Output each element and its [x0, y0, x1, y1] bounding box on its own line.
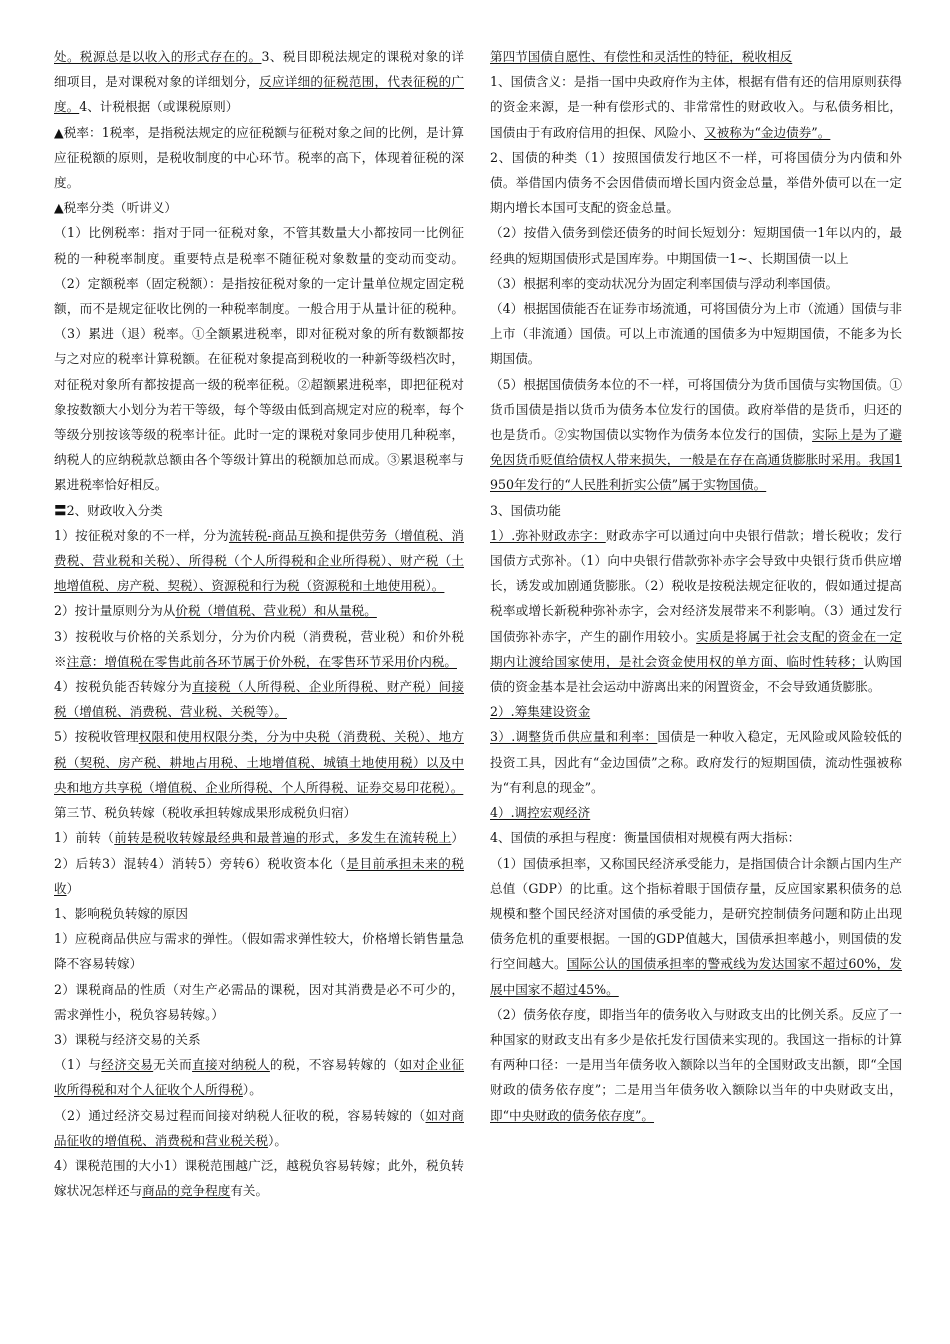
- text-span: 〓2、财政收入分类: [54, 502, 163, 518]
- text-span: ▲税率分类（听讲义）: [54, 200, 178, 216]
- paragraph: [490, 271, 902, 296]
- underlined-text: 2）.筹集建设资金: [490, 704, 591, 720]
- paragraph: [490, 220, 902, 270]
- underlined-text: 流转税-商品互换和提供劳务（增值税、消费税、营业税和关税）、所得税（个人所得税和企业所得税）、财产税（土地增值税、房产税、契税）、资源税和行为税（资源税和土地使用税）。: [54, 527, 464, 594]
- paragraph: [490, 69, 902, 145]
- paragraph: [54, 1153, 464, 1203]
- paragraph: [54, 523, 464, 599]
- paragraph: [490, 851, 902, 1002]
- text-span: （4）根据国债能否在证券市场流通，可将国债分为上市（流通）国债与非上市（非流通）国债。可以上市流通的国债多为中短期国债，不能多为长期国债。: [490, 301, 902, 367]
- text-span: （2）按借入债务到偿还债务的时间长短划分：短期国债一1年以内的，最经典的短期国债形式是国库券。中期国债一1~、长期国债一以上: [490, 225, 902, 266]
- paragraph: [54, 977, 464, 1027]
- underlined-text: 反应详细的征税范围，代表征税的广度。: [54, 74, 465, 115]
- paragraph: [54, 1052, 464, 1102]
- right-column: [490, 44, 902, 1128]
- paragraph: [54, 220, 464, 497]
- paragraph: [54, 120, 464, 196]
- paragraph: [54, 598, 464, 623]
- paragraph: [54, 498, 464, 523]
- text-span: （3）根据利率的变动状况分为固定利率国债与浮动利率国债。: [490, 275, 839, 291]
- text-span: ）2）后转3）混转4）消转5）旁转6）税收资本化（: [54, 830, 465, 871]
- underlined-text: 4）.调控宏观经济: [490, 805, 591, 821]
- text-span: （5）根据国债债务本位的不一样，可将国债分为货币国债与实物国债。①货币国债是指以货币为债务本位发行的国债。政府举借的是货币，归还的也是货币。②实物国债以实物作为债务本位发行的国债，: [490, 376, 902, 443]
- underlined-text: 3）.调整货币供应量和利率：: [490, 729, 658, 745]
- underlined-text: 权限和使用权限分类，分为中央税（消费税、关税）、地方税（契税、房产税、耕地占用税、土地增值税、城镇土地使用税）以及中央和地方共享税（增值税、企业所得税、个人所得税、证券交易印花税）。: [54, 729, 464, 795]
- underlined-text: 经济交易: [101, 1057, 154, 1073]
- text-span: 1）按征税对象的不一样，分为: [54, 527, 229, 543]
- text-span: 2）按计量原则分为从: [54, 603, 176, 619]
- paragraph: [490, 1002, 902, 1128]
- text-span: （1）比例税率：指对于同一征税对象，不管其数量大小都按同一比例征税的一种税率制度。重要特点是税率不随征税对象数量的变动而变动。（2）定额税率（固定税额）：是指按征税对象的一定计量单位规定固定税额，而不是规定征收比例的一种税率制度。一般合用于从量计征的税种。（3）累进（退）税率。①全额累进税率，即对征税对象的所有数额都按与之对应的税率计算税额。在征税对象提高到税收的一种新等级档次时，对征税对象所有都按提高一级的税率征税。②超额累进税率，即把征税对象按数额大小划分为若干等级，每个等级由低到高规定对应的税率，每个等级分别按该等级的税率计征。此时一定的课税对象同步使用几种税率，纳税人的应纳税款总额由各个等级计算出的税额加总而成。③累退税率与累进税率恰好相反。: [54, 225, 464, 493]
- text-span: （1）与: [54, 1057, 102, 1073]
- text-span: 的税，不容易转嫁的（: [269, 1057, 400, 1073]
- paragraph: [490, 825, 902, 850]
- paragraph: [54, 624, 464, 674]
- paragraph: [490, 145, 902, 221]
- underlined-text: 第四节国债自愿性、有偿性和灵活性的特征，税收相反: [490, 49, 793, 64]
- paragraph: [490, 699, 902, 724]
- text-span: ）: [66, 880, 80, 896]
- text-span: 3）课税与经济交易的关系: [54, 1031, 201, 1047]
- text-span: （2）通过经济交易过程而间接对纳税人征收的税，容易转嫁的（: [54, 1107, 426, 1123]
- underlined-text: 我国1950年发行的“人民胜利折实公债”属于实物国债。: [490, 452, 903, 493]
- paragraph: [54, 195, 464, 220]
- text-span: 1、国债含义：是指一国中央政府作为主体，根据有借有还的信用原则获得的资金来源，是一种有偿形式的、非常常性的财政收入。与私债务相比，国债由于有政府信用的担保、风险小、: [490, 74, 902, 140]
- text-span: 4）课税范围的大小1）课税范围越广泛，越税负容易转嫁；此外，税负转嫁状况怎样还与: [54, 1157, 464, 1199]
- underlined-text: 实际上是为了避免因货币贬值给债权人带来损失，一般是在存在高通货膨胀时采用。: [490, 427, 903, 468]
- text-span: ）。: [268, 1132, 287, 1148]
- underlined-text: 直接对纳税人: [192, 1057, 270, 1073]
- paragraph: [54, 724, 464, 800]
- underlined-text: 实质是将属于社会支配的资金在一定期内让渡给国家使用，是社会资金使用权的单方面、临时性转移；: [490, 628, 903, 669]
- text-span: 4、计税根据（或课税原则）: [79, 99, 239, 115]
- underlined-text: 即“中央财政的债务依存度”。: [490, 1107, 655, 1123]
- paragraph: [54, 825, 464, 901]
- paragraph: [490, 44, 902, 69]
- underlined-text: 如对企业征收所得税和对个人征收个人所得税: [54, 1057, 465, 1098]
- text-span: 3、税目即税法规定的课税对象的详细项目，是对课税对象的详细划分，: [54, 49, 465, 90]
- paragraph: [490, 296, 902, 372]
- text-span: 无关而: [153, 1057, 193, 1073]
- text-span: 1）前转（: [54, 830, 115, 846]
- paragraph: [490, 498, 902, 523]
- text-span: 4、国债的承担与程度：衡量国债相对规模有两大指标：: [490, 830, 801, 846]
- text-span: 4）按税负能否转嫁分为: [54, 679, 193, 695]
- underlined-text: 注意：增值税在零售此前各环节属于价外税，在零售环节采用价内税。: [66, 653, 457, 669]
- paragraph: [54, 800, 464, 825]
- text-span: 2）课税商品的性质（对生产必需品的课税，因对其消费是必不可少的，需求弹性小，税负容易转嫁。）: [54, 981, 464, 1022]
- paragraph: [54, 1027, 464, 1052]
- paragraph: [54, 674, 464, 724]
- paragraph: [490, 800, 902, 825]
- underlined-text: 又被称为“金边债券”。: [704, 124, 831, 140]
- text-span: 2、国债的种类（1）按照国债发行地区不一样，可将国债分为内债和外债。举借国内债务不会因借债而增长国内资金总量，举借外债可以在一定期内增长本国可支配的资金总量。: [490, 149, 902, 216]
- left-column: [54, 44, 464, 1203]
- underlined-text: 1）.弥补财政赤字：: [490, 527, 606, 543]
- underlined-text: 前转是税收转嫁最经典和最普遍的形式，多发生在流转税上: [114, 830, 452, 846]
- underlined-text: 处。税源总是以收入的形式存在的。: [54, 49, 262, 64]
- text-span: 认购国债的资金基本是社会运动中游离出来的闲置资金，不会导致通货膨胀。: [490, 653, 903, 695]
- underlined-text: 价税（增值税、营业税）和从量税。: [175, 603, 377, 619]
- underlined-text: 商品的竞争程度: [142, 1183, 231, 1199]
- text-span: （2）债务依存度，即指当年的债务收入与财政支出的比例关系。反应了一种国家的财政支出有多少是依托发行国债来实现的。我国这一指标的计算有两种口径：一是用当年债务收入额除以当年的全国财政支出额，即“全国财政的债务依存度”；二是用当年债务收入额除以当年的中央财政支出，: [490, 1006, 902, 1098]
- paragraph: [490, 372, 902, 498]
- text-span: 1）应税商品供应与需求的弹性。（假如需求弹性较大，价格增长销售量急降不容易转嫁）: [54, 931, 464, 972]
- text-span: 第三节、税负转嫁（税收承担转嫁成果形成税负归宿）: [54, 805, 357, 821]
- text-span: 3、国债功能: [490, 502, 561, 518]
- underlined-text: 如对商品征收的增值税、消费税和营业税关税: [54, 1107, 464, 1148]
- underlined-text: 是目前承担未来的税收: [54, 855, 464, 896]
- text-span: 5）按税收管理: [54, 729, 139, 745]
- paragraph: [54, 901, 464, 926]
- text-span: ▲税率：1税率，是指税法规定的应征税额与征税对象之间的比例，是计算应征税额的原则，是税收制度的中心环节。税率的高下，体现着征税的深度。: [54, 124, 464, 191]
- underlined-text: 直接税（人所得税、企业所得税、财产税）间接税（增值税、消费税、营业税、关税等）。: [54, 679, 465, 720]
- paragraph: [54, 926, 464, 976]
- paragraph: [54, 1103, 464, 1153]
- text-span: 国债是一种收入稳定，无风险或风险较低的投资工具，因此有“金边国债”之称。政府发行的短期国债，流动性强被称为“有利息的现金”。: [490, 729, 902, 795]
- paragraph: [54, 44, 464, 120]
- text-span: 1、影响税负转嫁的原因: [54, 905, 188, 921]
- text-span: ）。: [242, 1082, 262, 1098]
- paragraph: [490, 724, 902, 800]
- text-span: 有关。: [230, 1183, 269, 1199]
- text-span: （1）国债承担率，又称国民经济承受能力，是指国债合计余额占国内生产总值（GDP）的比重。这个指标着眼于国债存量，反应国家累积债务的总规模和整个国民经济对国债的承受能力，是研究控制债务问题和防止出现债务危机的重要根据。一国的GDP值越大，国债承担率越小，则国债的发行空间越大。: [490, 855, 902, 972]
- text-span: 3）按税收与价格的关系划分，分为价内税（消费税，营业税）和价外税※: [54, 628, 464, 669]
- underlined-text: 国际公认的国债承担率的警戒线为发达国家不超过60%，发展中国家不超过45%。: [490, 956, 903, 997]
- text-span: 财政赤字可以通过向中央银行借款；增长税收；发行国债方式弥补。（1）向中央银行借款弥补赤字会导致中央银行货币供应增长，诱发或加剧通货膨胀。（2）税收是按税法规定征收的，假如通过提高税率或增长新税种弥补赤字，会对经济发展带来不利影响。（3）通过发行国债弥补赤字，产生的副作用较小。: [490, 527, 902, 644]
- paragraph: [490, 523, 902, 699]
